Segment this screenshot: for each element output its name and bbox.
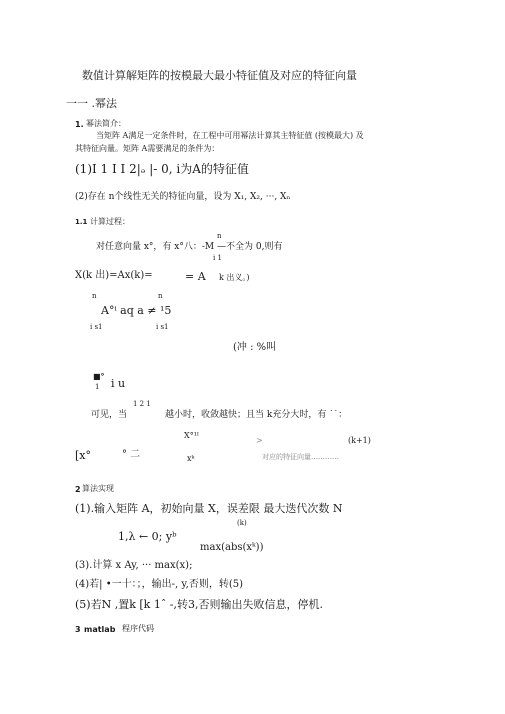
sum-upper-2: n — [158, 292, 163, 300]
algorithm-step-k: (k) — [237, 519, 247, 527]
sub2-label: 2 — [75, 485, 81, 494]
eq1-top-index: n — [217, 232, 222, 240]
convergence-line: 可见，当 — [91, 410, 128, 420]
xk-bracket: [x° — [75, 449, 91, 462]
sub1-title: 幂法简介： — [86, 119, 126, 128]
algorithm-step-5: (5)若N ,置k [k 1ˆ -,转3,否则输出失败信息，停机. — [75, 598, 324, 611]
garbled-fragment: (冲 : %叫 — [233, 342, 277, 353]
bullet-mark: ■° — [93, 371, 105, 381]
algorithm-step-3: (3).计算 x Ay, ··· max(x); — [75, 560, 193, 571]
algorithm-step-1: (1).输入矩阵 A，初始向量 X，误差限 最大迭代次数 N — [75, 502, 343, 515]
gt-sign: > — [256, 436, 263, 445]
u-term: i u — [111, 377, 126, 390]
sum-lower-1: i s1 — [90, 323, 103, 331]
sub2-title: 算法实现 — [82, 484, 114, 493]
faint-text: 对应的特征向量………… — [262, 453, 339, 461]
section-heading-power-method: 一一 .幂法 — [66, 97, 117, 110]
algorithm-step-2a: 1,λ ← 0; yᵇ — [118, 530, 177, 543]
sub3-label: 3 — [75, 625, 81, 634]
intro-line-2: 其特征向量。矩阵 A需要满足的条件为： — [75, 144, 220, 153]
sum-expression: A°ⁱ aq a ≠ ¹5 — [101, 304, 172, 317]
sub11-label: 1.1 — [75, 218, 88, 226]
xk-equals: ° 二 — [122, 449, 141, 460]
sub3-rest: 程序代码 — [122, 624, 154, 633]
intro-line-1: 当矩阵 A满足一定条件时，在工程中可用幂法计算其主特征值 (按模最大) 及 — [96, 131, 364, 140]
convergence-rest: 越小时，收敛越快；且当 k充分大时，有 ˙˙： — [165, 410, 348, 420]
sum-upper-1: n — [92, 292, 97, 300]
xk-index-right: (k+1) — [348, 436, 371, 445]
equation-1: 对任意向量 x°，有 x°八：-M —不全为 0,则有 — [96, 242, 283, 252]
xk-top: X°¹ᴵ — [184, 431, 199, 440]
xk-mid: xᵏ — [187, 454, 195, 463]
algorithm-step-2b: max(abs(xᵏ)) — [200, 542, 264, 553]
algorithm-step-4: (4)若| •一十：；，输出-, y,否则，转(5) — [75, 579, 244, 590]
equation-2-right: = A — [185, 270, 206, 283]
bullet-subscript: 1 — [95, 383, 100, 391]
sum-lower-2: i s1 — [156, 323, 169, 331]
eq1-bottom-index: i 1 — [213, 254, 222, 262]
condition-2: (2)存在 n个线性无关的特征向量，设为 X₁, X₂, ···, Xₙ — [75, 192, 291, 202]
equation-2-tail: k 出义。) — [219, 273, 250, 282]
sub1-label: 1. — [75, 120, 84, 129]
condition-1: (1)I 1 I I 2|ₔ |- 0, i为A的特征值 — [75, 162, 249, 176]
convergence-ratio: 1 2 1 — [133, 400, 151, 408]
sub11-title: 计算过程： — [90, 217, 130, 226]
equation-2-left: X(k 出)=Ax(k)= — [75, 270, 153, 281]
sub3-title: matlab — [84, 625, 116, 634]
page-title: 数值计算解矩阵的按模最大最小特征值及对应的特征向量 — [82, 69, 357, 82]
